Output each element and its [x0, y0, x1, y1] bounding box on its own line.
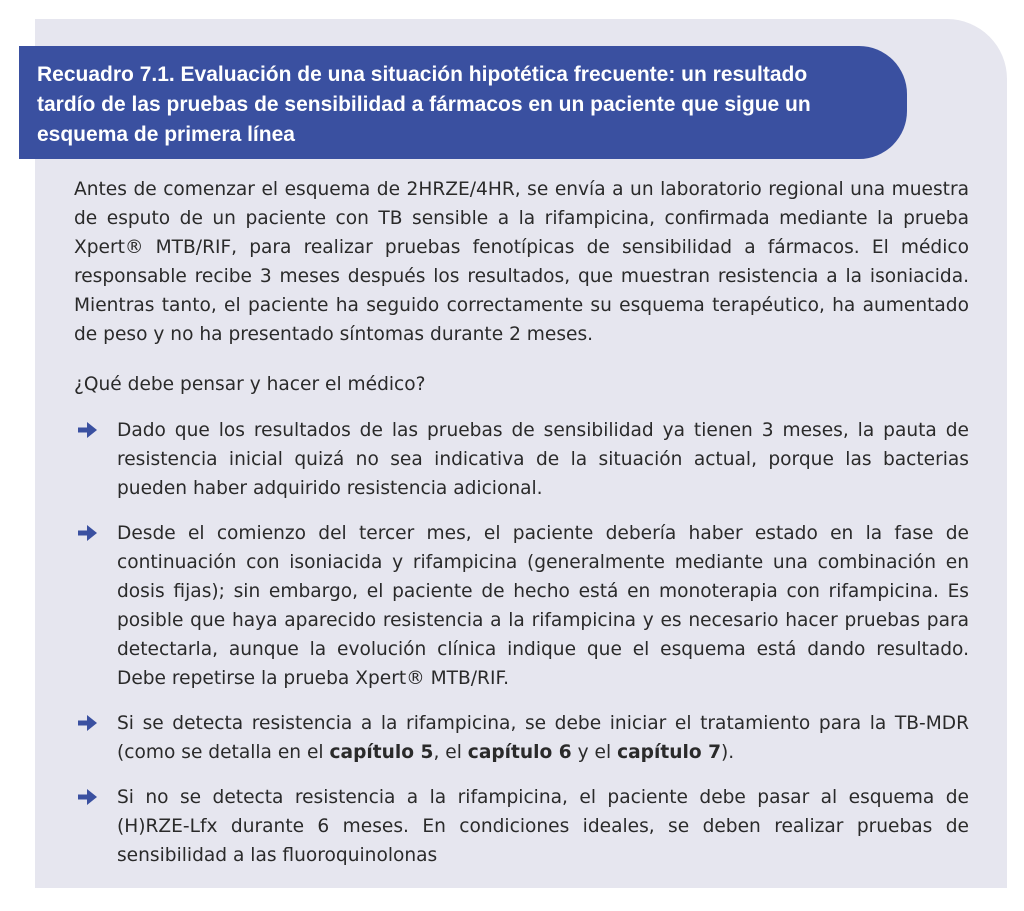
- bullet-text-suffix: ).: [721, 742, 735, 763]
- chapter-7-reference: capítulo 7: [617, 742, 722, 763]
- bullet-text-separator: , el: [433, 742, 468, 763]
- arrow-right-icon: [78, 714, 98, 732]
- box-content: [74, 175, 969, 886]
- bullet-text: Dado que los resultados de las pruebas de sensibilidad ya tienen 3 meses, la pauta de resistencia inicial quizá no sea indicativa de la situación actual, porque las bacterias pueden haber adquirido resistencia adicional.: [117, 420, 969, 499]
- bullet-text-separator: y el: [571, 742, 618, 763]
- list-item: [74, 783, 969, 870]
- bullet-text: [117, 713, 969, 763]
- bullet-text: Desde el comienzo del tercer mes, el paciente debería haber estado en la fase de continuación con isoniacida y rifampicina (generalmente mediante una combinación en dosis fijas); sin embargo, el paciente de hecho está en monoterapia con rifampicina. Es posible que haya aparecido resistencia a la rifampicina y es necesario hacer pruebas para detectarla, aunque la evolución clínica indique que el esquema está dando resultado. Debe repetirse la prueba Xpert® MTB/RIF.: [117, 523, 969, 689]
- bullet-text: Si no se detecta resistencia a la rifampicina, el paciente debe pasar al esquema de (H)RZE-Lfx durante 6 meses. En condiciones ideales, se deben realizar pruebas de sensibilidad a las fluoroquinolonas: [117, 787, 969, 866]
- bullet-text-prefix: Si se detecta resistencia a la rifampicina, se debe iniciar el tratamiento para la TB-MDR (como se detalla en el: [117, 713, 969, 763]
- chapter-6-reference: capítulo 6: [467, 742, 572, 763]
- chapter-5-reference: capítulo 5: [329, 742, 434, 763]
- box-title: Recuadro 7.1. Evaluación de una situación hipotética frecuente: un resultado tardío de las pruebas de sensibilidad a fármacos en un paciente que sigue un esquema de primera línea: [37, 63, 811, 146]
- question-text: ¿Qué debe pensar y hacer el médico?: [74, 374, 426, 395]
- box-header: [19, 46, 907, 159]
- arrow-right-icon: [78, 421, 98, 439]
- arrow-right-icon: [78, 524, 98, 542]
- list-item: [74, 709, 969, 767]
- list-item: [74, 416, 969, 503]
- intro-paragraph: Antes de comenzar el esquema de 2HRZE/4HR, se envía a un laboratorio regional una muestra de esputo de un paciente con TB sensible a la rifampicina, confirmada mediante la prueba Xpert® MTB/RIF, para realizar pruebas fenotípicas de sensibilidad a fármacos. El médico responsable recibe 3 meses después los resultados, que muestran resistencia a la isoniacida. Mientras tanto, el paciente ha seguido correctamente su esquema terapéutico, ha aumentado de peso y no ha presentado síntomas durante 2 meses.: [74, 179, 969, 345]
- bullet-list: [74, 416, 969, 870]
- list-item: [74, 519, 969, 693]
- arrow-right-icon: [78, 788, 98, 806]
